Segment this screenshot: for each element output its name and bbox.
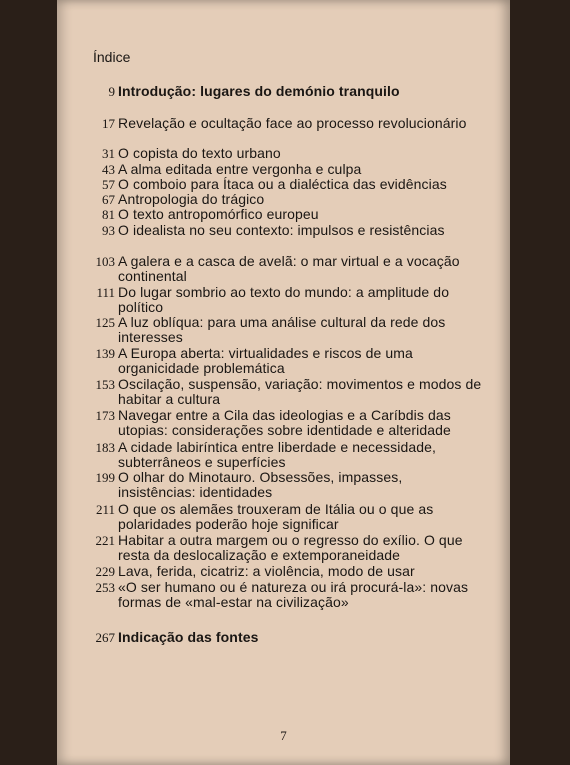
toc-page-number: 103 <box>95 254 115 269</box>
toc-page-number: 81 <box>102 207 115 222</box>
toc-page-number: 9 <box>108 84 115 99</box>
toc-title: Lava, ferida, cicatriz: a violência, modo de usar <box>118 563 415 579</box>
toc-title: Introdução: lugares do demónio tranquilo <box>118 83 400 99</box>
toc-page-number: 139 <box>95 346 115 361</box>
toc-page-number: 253 <box>95 580 115 595</box>
toc-title: Antropologia do trágico <box>118 191 265 207</box>
toc-title: O que os alemães trouxeram de Itália ou o que as polaridades poderão hoje significar <box>118 501 434 532</box>
toc-page-number: 111 <box>96 285 115 300</box>
page-number: 7 <box>280 728 287 743</box>
toc-title: O comboio para Ítaca ou a dialéctica das evidências <box>118 176 447 192</box>
toc-page-number: 57 <box>102 177 115 192</box>
toc-title: Habitar a outra margem ou o regresso do exílio. O que resta da deslocalização e extemporaneidade <box>118 532 463 563</box>
toc-page-number: 31 <box>102 146 115 161</box>
toc-title: O olhar do Minotauro. Obsessões, impasses, insistências: identidades <box>118 469 403 500</box>
toc-page-number: 211 <box>95 502 115 517</box>
toc-title: A galera e a casca de avelã: o mar virtual e a vocação continental <box>118 253 460 284</box>
toc-page-number: 221 <box>95 533 115 548</box>
toc-page-number: 267 <box>95 630 115 645</box>
toc-title: A alma editada entre vergonha e culpa <box>118 161 362 177</box>
toc-title: Navegar entre a Cila das ideologias e a Caríbdis das utopias: considerações sobre identidade e alteridade <box>118 407 451 438</box>
toc-page-number: 67 <box>102 192 115 207</box>
toc-title: A cidade labiríntica entre liberdade e necessidade, subterrâneos e superfícies <box>118 439 436 470</box>
toc-page-number: 153 <box>95 377 115 392</box>
toc-title: O texto antropomórfico europeu <box>118 206 319 222</box>
toc-title: Revelação e ocultação face ao processo revolucionário <box>118 115 467 131</box>
toc-title: Indicação das fontes <box>118 629 259 645</box>
toc-title: A luz oblíqua: para uma análise cultural da rede dos interesses <box>118 314 446 345</box>
toc-page-number: 43 <box>102 162 115 177</box>
book-page <box>57 0 510 765</box>
toc-page-number: 125 <box>95 315 115 330</box>
toc-page-number: 93 <box>102 223 115 238</box>
toc-title: A Europa aberta: virtualidades e riscos de uma organicidade problemática <box>118 345 413 376</box>
toc-page-number: 17 <box>102 116 115 131</box>
toc-page-number: 229 <box>95 564 115 579</box>
toc-title: «O ser humano ou é natureza ou irá procurá-la»: novas formas de «mal-estar na civilização» <box>118 579 469 610</box>
toc-page-number: 199 <box>95 470 115 485</box>
toc-page-number: 183 <box>95 440 115 455</box>
toc-page-number: 173 <box>95 408 115 423</box>
toc-title: O copista do texto urbano <box>118 145 281 161</box>
toc-title: O idealista no seu contexto: impulsos e resistências <box>118 222 445 238</box>
toc-title: Do lugar sombrio ao texto do mundo: a amplitude do político <box>118 284 450 315</box>
toc-title: Oscilação, suspensão, variação: movimentos e modos de habitar a cultura <box>118 376 482 407</box>
index-title: Índice <box>93 49 131 65</box>
